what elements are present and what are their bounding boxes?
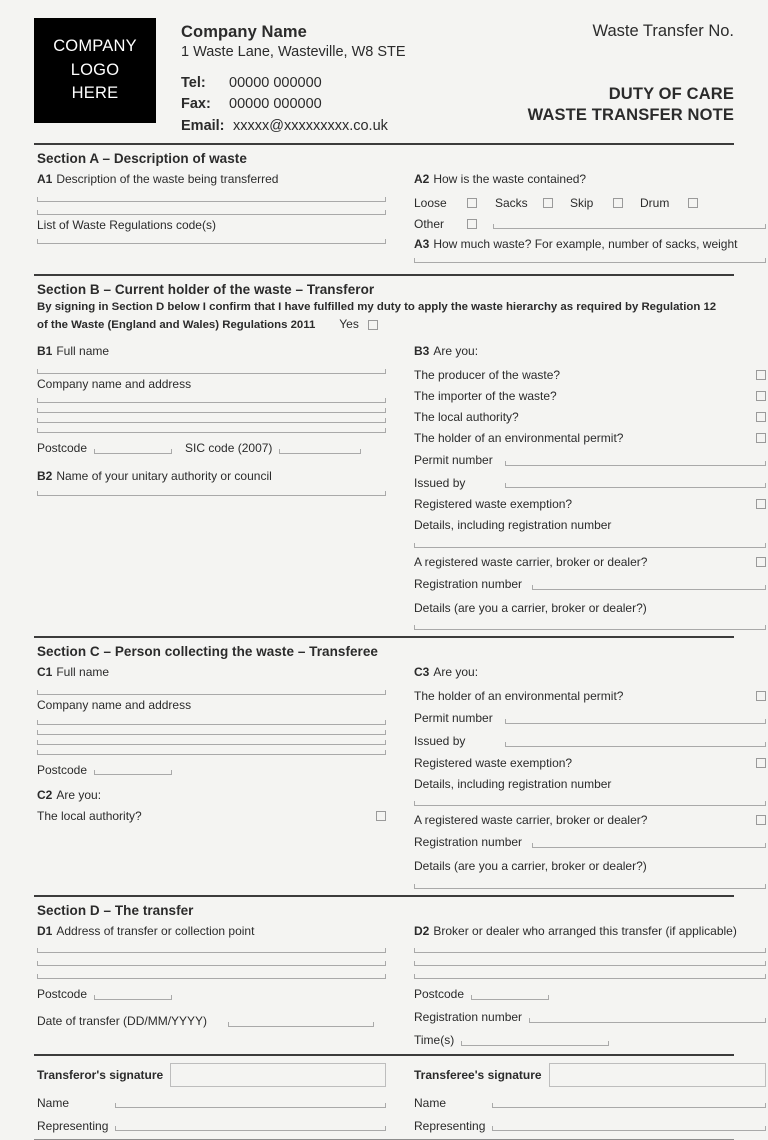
b3-permit-holder-row[interactable] — [414, 431, 766, 445]
b3-registration-number-label: Registration number — [414, 577, 523, 592]
a3-question — [414, 235, 766, 254]
b1-postcode-sic-row — [37, 442, 386, 456]
c3-permit-number-line[interactable] — [505, 723, 766, 724]
a2-sacks-checkbox[interactable] — [543, 198, 553, 208]
c1-code: C1 — [37, 665, 53, 680]
a2-option-loose[interactable] — [414, 196, 477, 210]
b3-issued-by-line[interactable] — [505, 487, 766, 488]
a2-option-skip[interactable] — [570, 196, 623, 210]
c3-question — [414, 663, 766, 682]
b3-exemption-row[interactable] — [414, 497, 766, 511]
signature-block — [34, 1063, 734, 1133]
c1-full-name-line[interactable] — [37, 694, 386, 695]
c3-issued-by-row — [414, 735, 766, 749]
tel-label: Tel: — [181, 75, 206, 91]
section-b-divider — [34, 636, 734, 638]
a2-question — [414, 170, 766, 189]
transferor-representing-label: Representing — [37, 1118, 109, 1133]
b2-text: Name of your unitary authority or council — [56, 469, 272, 484]
c1-company-label: Company name and address — [37, 698, 192, 713]
b1-address-line-1[interactable] — [37, 402, 386, 403]
section-a-title: Section A – Description of waste — [37, 151, 247, 166]
section-d-right-column — [414, 921, 766, 1048]
d1-code: D1 — [37, 923, 53, 938]
c3-permit-holder-checkbox[interactable] — [756, 691, 766, 701]
logo-line-2: LOGO — [70, 60, 120, 79]
c3-exemption-details-line[interactable] — [414, 805, 766, 806]
b3-permit-holder-checkbox[interactable] — [756, 433, 766, 443]
a2-option-skip-label: Skip — [570, 195, 594, 210]
c3-text: Are you: — [433, 665, 479, 680]
d2-postcode-label: Postcode — [414, 987, 465, 1002]
c1-address-line-2[interactable] — [37, 734, 386, 735]
b3-carrier-label: A registered waste carrier, broker or dealer? — [414, 555, 648, 570]
b1-question — [37, 342, 386, 361]
b1-address-line-3[interactable] — [37, 422, 386, 423]
transferee-signature-column — [414, 1063, 766, 1133]
footer-divider — [34, 1139, 734, 1140]
section-b — [34, 282, 734, 630]
c1-address-line-4[interactable] — [37, 754, 386, 755]
transferor-representing-row — [37, 1119, 386, 1133]
d2-address-line-1[interactable] — [414, 952, 766, 953]
transferor-signature-label: Transferor's signature — [37, 1067, 164, 1082]
c3-exemption-checkbox[interactable] — [756, 758, 766, 768]
b1-code: B1 — [37, 344, 53, 359]
c3-permit-number-row — [414, 712, 766, 726]
section-c-divider — [34, 895, 734, 897]
c3-carrier-checkbox[interactable] — [756, 815, 766, 825]
a2-option-loose-label: Loose — [414, 195, 447, 210]
a2-option-drum[interactable] — [640, 196, 698, 210]
a1-description-line-2[interactable] — [37, 214, 386, 215]
a2-option-sacks[interactable] — [495, 196, 553, 210]
c1-postcode-line[interactable] — [94, 774, 172, 775]
d1-postcode-label: Postcode — [37, 987, 88, 1002]
c3-carrier-label: A registered waste carrier, broker or dealer? — [414, 813, 648, 828]
section-b-yes-checkbox[interactable] — [368, 320, 378, 330]
section-a-left-column — [34, 169, 386, 263]
d1-text: Address of transfer or collection point — [56, 923, 255, 938]
b3-importer-label: The importer of the waste? — [414, 388, 557, 403]
c3-exemption-label: Registered waste exemption? — [414, 755, 573, 770]
company-details — [181, 18, 484, 143]
b3-producer-label: The producer of the waste? — [414, 367, 561, 382]
section-b-yes-label: Yes — [339, 317, 359, 332]
b3-exemption-label: Registered waste exemption? — [414, 497, 573, 512]
b2-question — [37, 467, 386, 486]
company-name: Company Name — [181, 23, 307, 41]
section-a-divider — [34, 274, 734, 276]
b1-sic-line[interactable] — [279, 453, 361, 454]
b3-carrier-row[interactable] — [414, 555, 766, 569]
transferee-representing-row — [414, 1119, 766, 1133]
b2-authority-line[interactable] — [37, 495, 386, 496]
a2-loose-checkbox[interactable] — [467, 198, 477, 208]
c3-exemption-row[interactable] — [414, 756, 766, 770]
a2-other-checkbox-wrap — [467, 217, 493, 231]
email-value: xxxxx@xxxxxxxxx.co.uk — [233, 117, 388, 134]
fax-row — [181, 94, 484, 115]
waste-transfer-number-label: Waste Transfer No. — [592, 22, 734, 40]
transferor-name-label: Name — [37, 1095, 70, 1110]
c1-question — [37, 663, 386, 682]
c2-local-authority-row[interactable] — [37, 809, 386, 823]
c1-text: Full name — [56, 665, 110, 680]
header-right-block — [484, 18, 734, 143]
d1-address-line-3[interactable] — [37, 978, 386, 979]
company-contact-block — [181, 73, 484, 137]
b3-registration-number-row — [414, 578, 766, 592]
fax-value: 00000 000000 — [229, 96, 322, 113]
a2-code: A2 — [414, 172, 430, 186]
transferee-name-row — [414, 1096, 766, 1110]
a3-quantity-line[interactable] — [414, 262, 766, 263]
transferor-signature-row — [37, 1063, 386, 1087]
a2-option-sacks-label: Sacks — [495, 195, 528, 210]
document-title-line-1: DUTY OF CARE — [608, 85, 734, 103]
b3-permit-number-line[interactable] — [505, 465, 766, 466]
section-c-right-column — [414, 662, 766, 888]
c2-local-authority-checkbox[interactable] — [376, 811, 386, 821]
transferor-name-line[interactable] — [115, 1107, 386, 1108]
header-divider — [34, 143, 734, 145]
a2-option-drum-label: Drum — [640, 195, 670, 210]
d1-date-row — [37, 1015, 386, 1029]
b3-producer-checkbox[interactable] — [756, 370, 766, 380]
d2-postcode-row — [414, 988, 766, 1002]
b1-company-label: Company name and address — [37, 376, 192, 391]
b3-code: B3 — [414, 344, 430, 359]
fax-label: Fax: — [181, 96, 211, 113]
email-label: Email: — [181, 117, 225, 134]
d1-question — [37, 922, 386, 941]
c3-registration-number-line[interactable] — [532, 847, 766, 848]
c1-postcode-row — [37, 764, 386, 778]
d2-time-line[interactable] — [461, 1045, 609, 1046]
a2-other-checkbox[interactable] — [467, 219, 477, 229]
transferee-representing-label: Representing — [414, 1118, 486, 1133]
a1-text: Description of the waste being transferred — [56, 172, 279, 186]
section-b-declaration-line-2: of the Waste (England and Wales) Regulations 2011 — [37, 318, 316, 331]
b3-exemption-details-line[interactable] — [414, 547, 766, 548]
section-b-right-column — [414, 341, 766, 630]
b3-local-authority-checkbox[interactable] — [756, 412, 766, 422]
transferee-name-label: Name — [414, 1095, 447, 1110]
logo-line-3: HERE — [71, 84, 119, 103]
d2-text: Broker or dealer who arranged this transfer (if applicable) — [433, 923, 737, 938]
b3-permit-number-label: Permit number — [414, 452, 493, 467]
b3-exemption-checkbox[interactable] — [756, 499, 766, 509]
b3-carrier-details-label: Details (are you a carrier, broker or dealer?) — [414, 600, 647, 615]
d2-registration-label: Registration number — [414, 1010, 523, 1025]
c3-issued-by-line[interactable] — [505, 746, 766, 747]
c3-issued-by-label: Issued by — [414, 733, 466, 748]
section-c — [34, 644, 734, 888]
section-b-declaration-line-2-row — [37, 317, 734, 333]
list-codes-label: List of Waste Regulations code(s) — [37, 217, 216, 232]
c3-code: C3 — [414, 665, 430, 680]
document-title-line-2: WASTE TRANSFER NOTE — [527, 106, 734, 125]
d1-address-line-2[interactable] — [37, 965, 386, 966]
b3-carrier-details-line[interactable] — [414, 629, 766, 630]
b3-exemption-details-label: Details, including registration number — [414, 518, 612, 533]
b3-issued-by-row — [414, 477, 766, 491]
section-b-title: Section B – Current holder of the waste – Transferor — [37, 282, 375, 298]
b1-address-line-2[interactable] — [37, 412, 386, 413]
transferor-name-row — [37, 1096, 386, 1110]
c1-address-line-3[interactable] — [37, 744, 386, 745]
document-title — [528, 84, 734, 126]
section-a — [34, 151, 738, 263]
c3-registration-number-row — [414, 836, 766, 850]
b3-question — [414, 342, 766, 361]
section-d-left-column — [34, 921, 386, 1048]
transferee-representing-line[interactable] — [492, 1130, 766, 1131]
b1-text: Full name — [56, 344, 110, 359]
b3-local-authority-label: The local authority? — [414, 409, 519, 424]
section-b-declaration-line-1: By signing in Section D below I confirm that I have fulfilled my duty to apply the waste hierarchy as required by Regulation 12 — [37, 301, 717, 314]
a2-text: How is the waste contained? — [433, 172, 587, 186]
a2-other-row — [414, 217, 766, 231]
d1-address-line-1[interactable] — [37, 952, 386, 953]
transferee-signature-box[interactable] — [549, 1063, 766, 1087]
document-header — [34, 0, 734, 143]
d1-postcode-row — [37, 988, 386, 1002]
b3-registration-number-line[interactable] — [532, 589, 766, 590]
c3-carrier-details-label: Details (are you a carrier, broker or dealer?) — [414, 859, 647, 874]
a3-code: A3 — [414, 236, 430, 251]
b3-importer-checkbox[interactable] — [756, 391, 766, 401]
b2-code: B2 — [37, 469, 53, 484]
d1-postcode-line[interactable] — [94, 999, 172, 1000]
c2-text: Are you: — [56, 788, 102, 803]
b1-address-line-4[interactable] — [37, 432, 386, 433]
a1-code: A1 — [37, 172, 53, 186]
company-address: 1 Waste Lane, Wasteville, W8 STE — [181, 44, 406, 60]
c1-postcode-label: Postcode — [37, 762, 88, 777]
d2-time-row — [414, 1034, 766, 1048]
c3-carrier-details-line[interactable] — [414, 888, 766, 889]
b3-importer-row[interactable] — [414, 389, 766, 403]
b1-postcode-line[interactable] — [94, 453, 172, 454]
c3-permit-number-label: Permit number — [414, 711, 493, 726]
logo-line-1: COMPANY — [53, 37, 137, 56]
a3-text: How much waste? For example, number of sacks, weight — [433, 236, 738, 251]
d1-date-line[interactable] — [228, 1026, 374, 1027]
c2-local-authority-label: The local authority? — [37, 809, 142, 824]
c3-permit-holder-label: The holder of an environmental permit? — [414, 689, 624, 704]
transferee-signature-label: Transferee's signature — [414, 1067, 542, 1082]
tel-row — [181, 73, 484, 94]
a2-other-label: Other — [414, 216, 445, 231]
transferee-name-line[interactable] — [492, 1107, 766, 1108]
a2-drum-checkbox[interactable] — [688, 198, 698, 208]
section-c-title: Section C – Person collecting the waste – Transferee — [37, 644, 378, 660]
d1-date-label: Date of transfer (DD/MM/YYYY) — [37, 1014, 208, 1029]
d2-registration-row — [414, 1011, 766, 1025]
a1-question — [37, 170, 386, 189]
d2-address-line-2[interactable] — [414, 965, 766, 966]
d2-time-label: Time(s) — [414, 1032, 455, 1047]
list-codes-line[interactable] — [37, 243, 386, 244]
company-logo-placeholder — [34, 18, 156, 123]
c3-carrier-row[interactable] — [414, 813, 766, 827]
transferor-signature-box[interactable] — [170, 1063, 386, 1087]
section-a-right-column — [414, 169, 766, 263]
d2-code: D2 — [414, 923, 430, 938]
section-b-left-column — [34, 341, 386, 630]
a2-other-line[interactable] — [493, 228, 766, 229]
b3-issued-by-label: Issued by — [414, 475, 466, 490]
a2-options-row — [414, 196, 766, 210]
b1-full-name-line[interactable] — [37, 373, 386, 374]
b3-permit-holder-label: The holder of an environmental permit? — [414, 430, 624, 445]
b3-permit-number-row — [414, 454, 766, 468]
c2-code: C2 — [37, 788, 53, 803]
d2-postcode-line[interactable] — [471, 999, 549, 1000]
section-c-left-column — [34, 662, 386, 888]
c3-permit-holder-row[interactable] — [414, 689, 766, 703]
section-d-title: Section D – The transfer — [37, 902, 194, 918]
a2-skip-checkbox[interactable] — [613, 198, 623, 208]
c3-registration-number-label: Registration number — [414, 835, 523, 850]
d2-question — [414, 922, 766, 941]
email-row — [181, 116, 484, 137]
transferor-representing-line[interactable] — [115, 1130, 386, 1131]
b3-local-authority-row[interactable] — [414, 410, 766, 424]
d2-registration-line[interactable] — [529, 1022, 766, 1023]
b1-sic-label: SIC code (2007) — [185, 441, 273, 456]
b3-text: Are you: — [433, 344, 479, 359]
tel-value: 00000 000000 — [229, 75, 322, 91]
transferor-signature-column — [34, 1063, 386, 1133]
b1-postcode-label: Postcode — [37, 441, 88, 456]
section-d-divider — [34, 1054, 734, 1056]
a1-description-line-1[interactable] — [37, 201, 386, 202]
b3-carrier-checkbox[interactable] — [756, 557, 766, 567]
d2-address-line-3[interactable] — [414, 978, 766, 979]
transferee-signature-row — [414, 1063, 766, 1087]
c2-question — [37, 786, 386, 805]
section-d — [34, 902, 737, 1048]
c1-address-line-1[interactable] — [37, 724, 386, 725]
c3-exemption-details-label: Details, including registration number — [414, 776, 612, 791]
b3-producer-row[interactable] — [414, 368, 766, 382]
